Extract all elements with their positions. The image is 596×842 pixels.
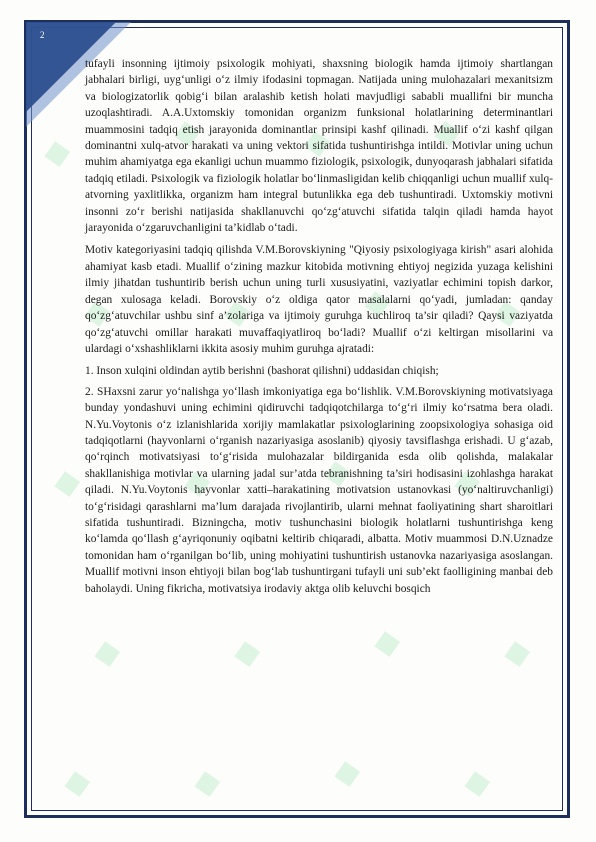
paragraph-4: 2. SHaxsni zarur yo‘nalishga yo‘llash imkoniyatiga ega bo‘lishlik. V.M.Borovskiyning motivatsiyaga bunday yondashuvi uning echimini qidiruvchi tadqiqotchilarga to‘g‘ri ilmiy ko‘rsatma bera oladi. N.Yu.Voytonis o‘z izlanishlarida xorijiy mamlakatlar psixologlarining zoopsixologiya sohasiga oid tadqiqotlarni (hayvonlarni o‘rganish nazariyasiga asoslanib) qiyosiy tavsiflashga erishadi. U g‘azab, qo‘rqinch motivatsiyasi to‘g‘risida mulohazalar bildirganida esda olib qolishda, malakalar shakllanishiga motivlar va ularning jadal sur’atda tebranishning ta’siri hodisasini izohlashga harakat qiladi. N.Yu.Voytonis hayvonlar xatti–harakatining motivatsion ustanovkasi (yo‘naltiruvchanligi) to‘g‘risidagi qarashlarni ma’lum darajada rivojlantirib, ularni mehnat faoliyatining shart sharoitlari sifatida tushuntiradi. Bizningcha, motiv tushunchasini biologik holatlarni tushuntirishga keng ko‘lamda qo‘llash g‘ayriqonuniy oqibatni keltirib chiqaradi, albatta. Motiv muammosi D.N.Uznadze tomonidan ham o‘rganilgan bo‘lib, uning mohiyatini tushuntirish ustanovka nazariyasiga asoslangan. Muallif motivni inson ehtiyoji bilan bog‘lab tushuntirgani tufayli uni sub’ekt faolligining manbai deb baholaydi. Uning fikricha, motivatsiya irodaviy aktga olib keluvchi bosqich [85,385,553,595]
page-number: 2 [40,30,45,40]
paragraph-1: tufayli insonning ijtimoiy psixologik mohiyati, shaxsning biologik hamda ijtimoiy shartlangan jabhalari birligi, uyg‘unligi o‘z ilmiy ifodasini topmagan. Natijada uning mulohazalari mexanitsizm va biologizatorlik qobig‘i bilan aralashib ketish holati mavjudligi sababli muallifni bir muncha uzoqlashtiradi. A.A.Uxtomskiy tomonidan organizm funksional holatlarining determinantlari muammosini tadqiq etish jarayonida dominantlar prinsipi kashf qilinadi. Muallif o‘zi kashf qilgan dominantni xulq-atvor harakati va uning vektori sifatida tushuntirishga intildi. Motivlar uning uchun muhim ahamiyatga ega ekanligi uchun muammo fiziologik, psixologik, dunyoqarash jabhalari sifatida tadqiq etiladi. Psixologik va fiziologik holatlar bo‘linmasligidan kelib chiqqanligi uchun muallif xulq-atvorning yaxlitlikka, organizm ham integral butunlikka ega deb tushuntiradi. Uxtomskiy motivni insonni zo‘r berishi natijasida shakllanuvchi qo‘zg‘atuvchi sifatida talqin qiladi hamda hayot jarayonida o‘zgaruvchanligini ta’kidlab o‘tadi. [85,58,553,235]
body-text [85,56,553,603]
paragraph-2: Motiv kategoriyasini tadqiq qilishda V.M.Borovskiyning "Qiyosiy psixologiyaga kirish" asari alohida ahamiyat kasb etadi. Muallif o‘zining mazkur kitobida motivning ehtiyoj negizida yuzaga kelishini ilmiy jihatdan tushuntirib berish uchun uning turli xususiyatini, vaziyatlar echimini topish darkor, degan xulosaga keladi. Borovskiy o‘z oldiga qator masalalarni qo‘yadi, jumladan: qanday qo‘zg‘atuvchilar ushbu sinf a’zolariga va ijtimoiy guruhga kuchliroq ta’sir qiladi? Qaysi vaziyatda qo‘zg‘atuvchi omillar harakati muvaffaqiyatliroq bo‘ladi? Muallif o‘zi keltirgan misollarini va ulardagi o‘xshashliklarni ikkita asosiy muhim guruhga ajratadi: [85,244,553,355]
paragraph-3: 1. Inson xulqini oldindan aytib berishni (bashorat qilishni) uddasidan chiqish; [85,365,439,378]
